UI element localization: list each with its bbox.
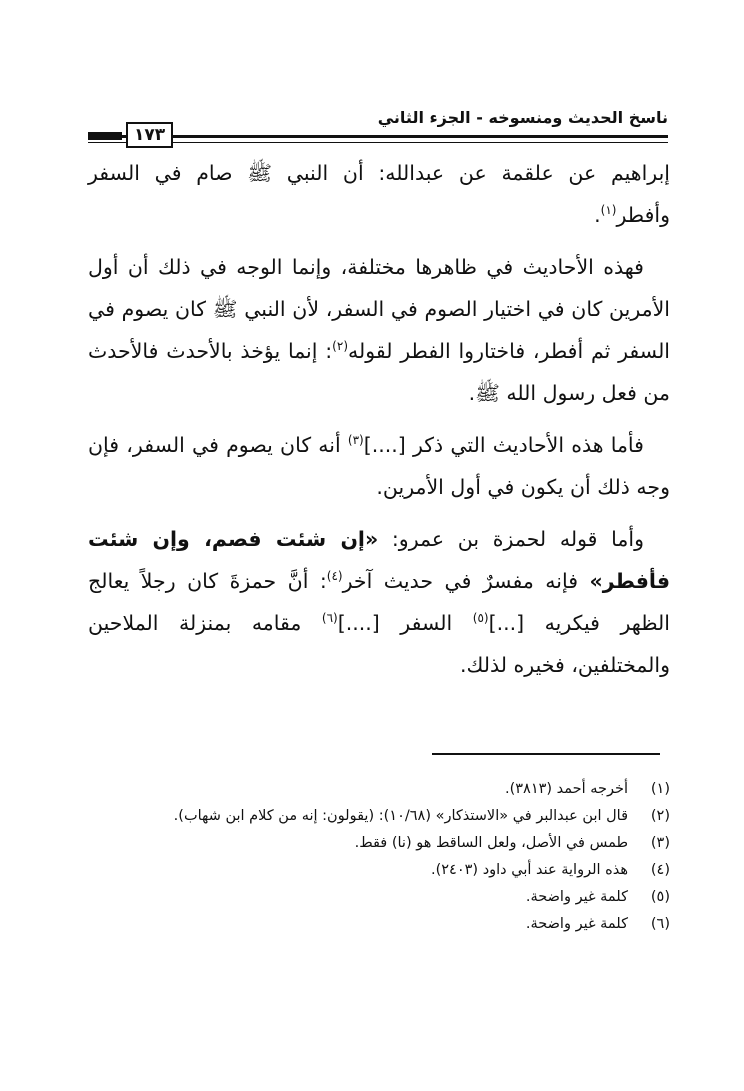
footnote-ref-2: (٢) — [332, 339, 348, 354]
footnote-text: قال ابن عبدالبر في «الاستذكار» (١٠/٦٨): (يقولون: إنه من كلام ابن شهاب). — [173, 808, 628, 824]
footnote-item — [88, 776, 670, 803]
footnote-number: (٥) — [650, 889, 670, 905]
footnote-number: (١) — [650, 781, 670, 797]
footnote-item — [88, 884, 670, 911]
paragraph-4-text-a: وأما قوله لحمزة بن عمرو: — [378, 527, 644, 551]
footnote-ref-5: (٥) — [472, 611, 489, 626]
paragraph-1 — [88, 152, 670, 236]
footnote-item — [88, 857, 670, 884]
footnote-text: كلمة غير واضحة. — [525, 916, 628, 932]
paragraph-2-text-b: : إنما يؤخذ بالأحدث فالأحدث من فعل رسول الله ﷺ. — [88, 339, 670, 405]
paragraph-4-text-d: السفر [....] — [337, 611, 473, 635]
paragraph-3-text-b: أنه كان يصوم في السفر، فإن وجه ذلك أن يكون في أول الأمرين. — [88, 433, 670, 499]
header-rule-thin — [88, 142, 668, 143]
paragraph-1-text: إبراهيم عن علقمة عن عبدالله: أن النبي ﷺ صام في السفر وأفطر — [88, 161, 670, 227]
footnote-number: (٢) — [650, 808, 670, 824]
footnote-number: (٤) — [650, 862, 670, 878]
paragraph-3 — [88, 424, 670, 508]
footnote-item — [88, 830, 670, 857]
header-rule-thick — [88, 135, 668, 138]
footnote-separator — [432, 753, 660, 755]
footnotes — [88, 776, 670, 938]
header-title: ناسخ الحديث ومنسوخه - الجزء الثاني — [377, 108, 668, 127]
paragraph-2 — [88, 246, 670, 414]
footnote-text: كلمة غير واضحة. — [525, 889, 628, 905]
paragraph-4-text-c: : أنَّ حمزةَ كان رجلاً يعالج الظهر فيكريه [...] — [88, 569, 670, 635]
footnote-number: (٣) — [650, 835, 670, 851]
footnote-text: أخرجه أحمد (٣٨١٣). — [504, 781, 628, 797]
footnote-ref-4: (٤) — [326, 569, 343, 584]
paragraph-1-end: . — [594, 203, 601, 227]
page-number: ١٧٣ — [126, 122, 173, 148]
footnote-item — [88, 803, 670, 830]
paragraph-4 — [88, 518, 670, 686]
footnote-number: (٦) — [650, 916, 670, 932]
footnote-ref-1: (١) — [600, 203, 617, 218]
footnote-ref-6: (٦) — [321, 611, 338, 626]
footnote-text: هذه الرواية عند أبي داود (٢٤٠٣). — [430, 862, 628, 878]
main-text — [88, 152, 670, 696]
footnote-text: طمس في الأصل، ولعل الساقط هو (نا) فقط. — [354, 835, 628, 851]
running-header — [88, 108, 668, 148]
paragraph-3-text-a: فأما هذه الأحاديث التي ذكر [....] — [363, 433, 644, 457]
footnote-item — [88, 911, 670, 938]
paragraph-4-text-b: فإنه مفسرٌ في حديث آخر — [342, 569, 590, 593]
hadith-quote: «إن شئت فصم، وإن شئت فأفطر» — [88, 527, 671, 593]
header-ornament — [88, 132, 122, 142]
footnote-ref-3: (٣) — [347, 433, 364, 448]
paragraph-2-text-a: فهذه الأحاديث في ظاهرها مختلفة، وإنما الوجه في ذلك أن أول الأمرين كان في اختيار الصوم في السفر، لأن النبي ﷺ كان يصوم في السفر ثم أفطر، فاختاروا الفطر لقوله — [88, 255, 671, 363]
paragraph-4-text-e: مقامه بمنزلة الملاحين والمختلفين، فخيره لذلك. — [88, 611, 670, 677]
